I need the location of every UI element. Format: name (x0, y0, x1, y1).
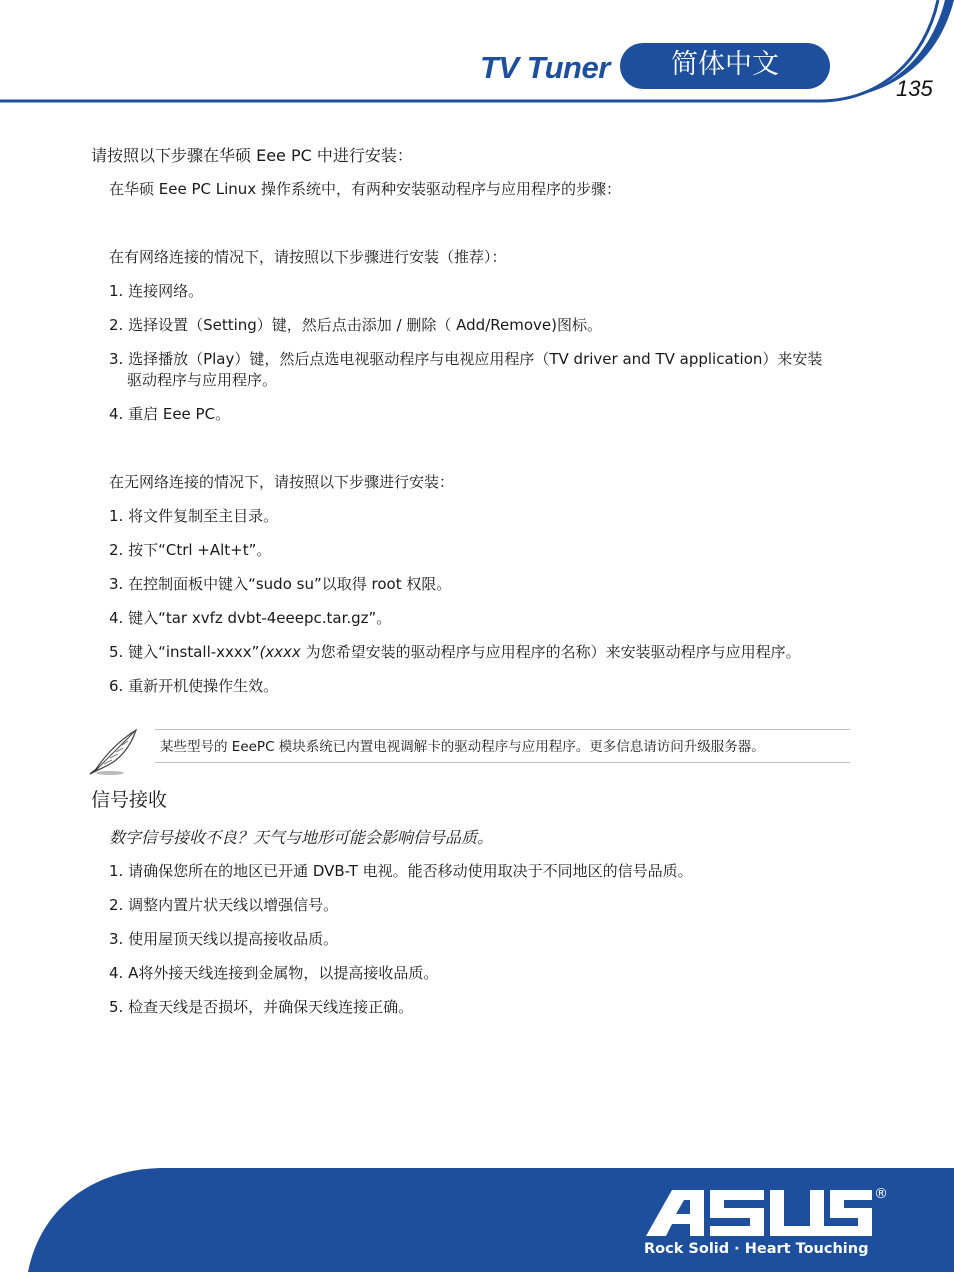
note-text: 某些型号的 EeePC 模块系统已内置电视调解卡的驱动程序与应用程序。更多信息请访问升级服务器。 (160, 739, 765, 755)
offline-step: 3. 在控制面板中键入“sudo su”以取得 root 权限。 (109, 575, 452, 593)
online-step: 3. 选择播放（Play）键，然后点选电视驱动程序与电视应用程序（TV driver and TV application）来安装 (109, 350, 823, 368)
feather-quill-icon (88, 724, 144, 776)
offline-step: 4. 键入“tar xvfz dvbt-4eeepc.tar.gz”。 (109, 609, 392, 627)
reception-step: 5. 检查天线是否损坏，并确保天线连接正确。 (109, 998, 414, 1016)
footer-tagline: Rock Solid · Heart Touching (644, 1241, 869, 1257)
section-title: TV Tuner (480, 50, 610, 85)
intro-text: 请按照以下步骤在华硕 Eee PC 中进行安装： (91, 146, 413, 165)
offline-step: 1. 将文件复制至主目录。 (109, 507, 279, 525)
reception-subtitle: 数字信号接收不良？天气与地形可能会影响信号品质。 (109, 828, 494, 847)
online-step-continuation: 驱动程序与应用程序。 (127, 371, 278, 389)
step5-suffix: 为您希望安装的驱动程序与应用程序的名称）来安装驱动程序与应用程序。 (300, 643, 801, 661)
step5-italic: (xxxx (259, 643, 301, 661)
offline-step: 2. 按下“Ctrl +Alt+t”。 (109, 541, 272, 559)
note-rule-top (155, 729, 850, 730)
reception-title: 信号接收 (91, 789, 168, 811)
online-step: 4. 重启 Eee PC。 (109, 405, 231, 423)
step5-prefix: 5. 键入“install-xxxx” (109, 643, 260, 661)
online-heading: 在有网络连接的情况下，请按照以下步骤进行安装（推荐）： (109, 248, 507, 266)
offline-step-5 (109, 641, 801, 662)
reception-step: 4. A将外接天线连接到金属物，以提高接收品质。 (109, 964, 439, 982)
reception-step: 3. 使用屋顶天线以提高接收品质。 (109, 930, 339, 948)
language-label: 简体中文 (671, 49, 779, 80)
offline-step: 6. 重新开机使操作生效。 (109, 677, 279, 695)
language-badge (620, 43, 830, 89)
note-rule-bottom (155, 762, 850, 763)
online-step: 2. 选择设置（Setting）键，然后点击添加 / 删除（ Add/Remove)图标。 (109, 316, 602, 334)
online-step: 1. 连接网络。 (109, 282, 204, 300)
intro-sub-text: 在华硕 Eee PC Linux 操作系统中，有两种安装驱动程序与应用程序的步骤： (109, 180, 621, 198)
registered-mark: ® (874, 1186, 888, 1202)
page-number: 135 (896, 76, 933, 101)
reception-step: 2. 调整内置片状天线以增强信号。 (109, 896, 339, 914)
offline-heading: 在无网络连接的情况下，请按照以下步骤进行安装： (109, 473, 455, 491)
reception-step: 1. 请确保您所在的地区已开通 DVB-T 电视。能否移动使用取决于不同地区的信号品质。 (109, 862, 693, 880)
